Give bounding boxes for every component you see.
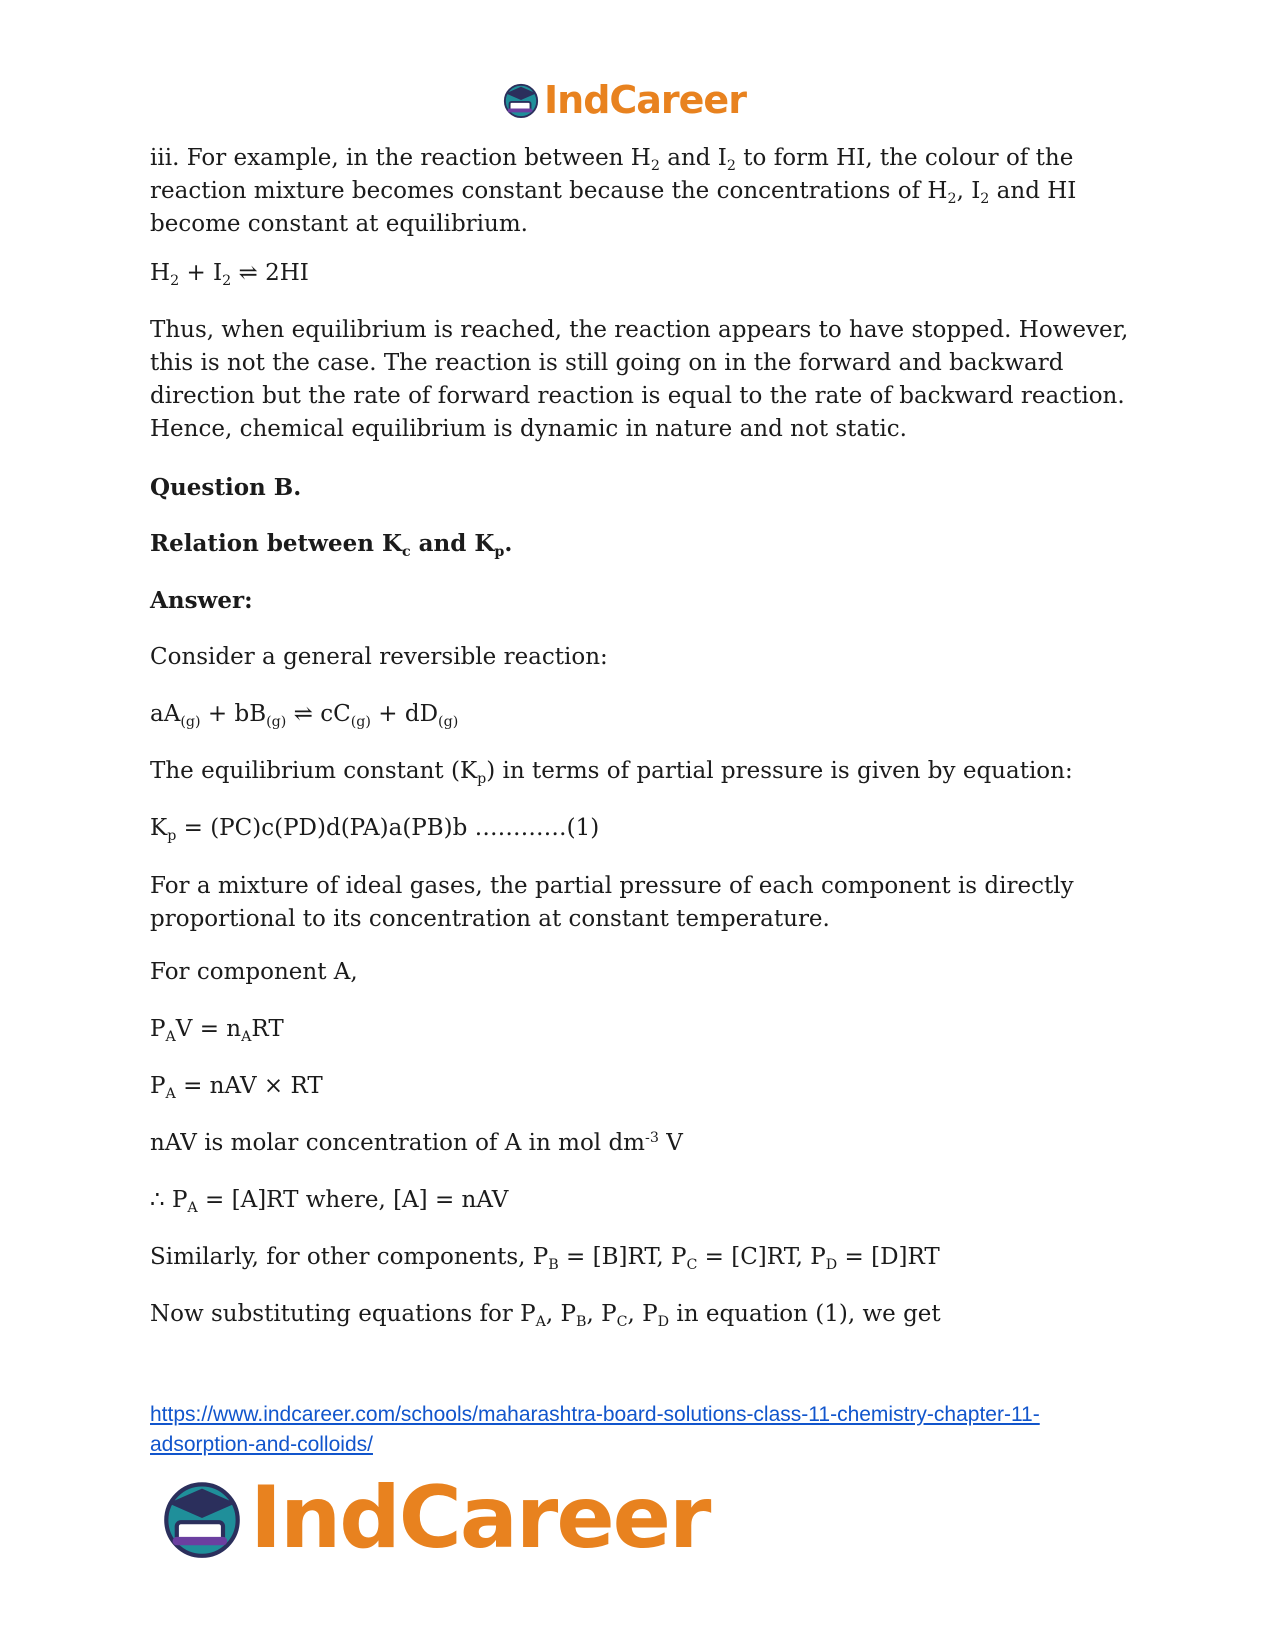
equation-kp: $K_p = (PC)c(PD)d(PA)a(PB)b$ …………(1)	[150, 815, 600, 844]
paragraph-dynamic-equilibrium: Thus, when equilibrium is reached, the reaction appears to have stopped. However, this is not the case. The reaction is still going on in the forward and backward direction but the rate of forward reaction is equal to the rate of backward reaction. Hence, chemical equilibrium is dynamic in nature and not static.	[150, 317, 1129, 442]
equation-general-reaction: $aA_{(g)} + bB_{(g)}$ ⇌ $cC_{(g)} + dD_{(g)}$	[150, 701, 459, 730]
line-component-a: For component A,	[150, 959, 358, 985]
footer-brand-name: IndCareer	[250, 1468, 710, 1568]
graduation-cap-globe-icon	[160, 1476, 244, 1560]
equation-hi: $H_2 + I_2$ ⇌ 2HI	[150, 260, 309, 289]
graduation-cap-globe-icon	[502, 81, 540, 119]
question-title: Relation between $K_c$ and $K_p$.	[150, 530, 513, 560]
question-label: Question B.	[150, 474, 302, 501]
paragraph-example: iii. For example, in the reaction between $H_2$ and $I_2$ to form HI, the colour of the reaction mixture becomes constant because the concentrations of $H_2$, $I_2$ and HI become constant at equilibrium.	[150, 145, 1077, 237]
paragraph-ideal-gases: For a mixture of ideal gases, the partial pressure of each component is directly proportional to its concentration at constant temperature.	[150, 873, 1074, 932]
line-therefore: ∴ $P_A = [A]RT$ where, [A] = nAV	[150, 1187, 509, 1216]
equation-pv-nrt: $P_AV = n_ART$	[150, 1016, 284, 1045]
equation-pa: $P_A$ = nAV × RT	[150, 1073, 323, 1102]
source-link[interactable]: https://www.indcareer.com/schools/maharashtra-board-solutions-class-11-chemistry-chapter-11-adsorption-and-colloids/	[150, 1403, 1040, 1456]
line-kp-definition: The equilibrium constant $(K_p)$ in terms of partial pressure is given by equation:	[150, 758, 1073, 787]
line-consider: Consider a general reversible reaction:	[150, 644, 608, 670]
line-now-substituting: Now substituting equations for $P_A$, $P_B$, $P_C$, $P_D$ in equation (1), we get	[150, 1301, 941, 1330]
header-brand-name: IndCareer	[544, 78, 746, 122]
answer-label: Answer:	[150, 587, 253, 614]
header-logo	[502, 78, 746, 122]
footer-logo	[160, 1468, 709, 1568]
line-similarly: Similarly, for other components, $P_B = [B]RT$, $P_C = [C]RT$, $P_D = [D]RT$	[150, 1244, 940, 1273]
line-molar-concentration: nAV is molar concentration of A in mol $dm^{-3}$ V	[150, 1130, 683, 1156]
